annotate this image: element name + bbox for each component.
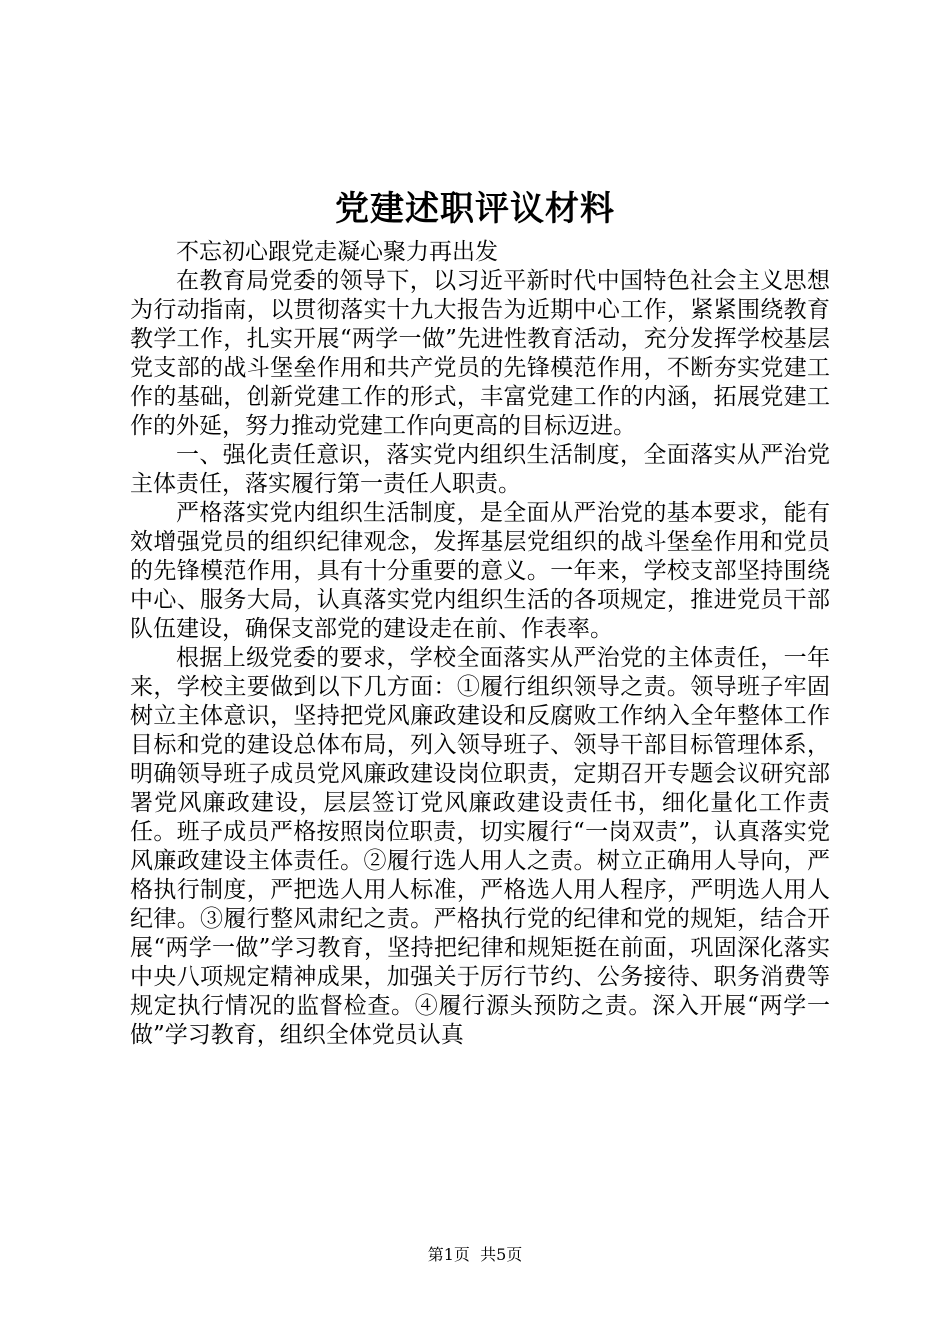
section-heading-paragraph: 一、强化责任意识，落实党内组织生活制度，全面落实从严治党主体责任，落实履行第一责任人职责。 bbox=[130, 442, 830, 497]
page-number: 第1页 bbox=[427, 1245, 470, 1264]
subtitle-paragraph: 不忘初心跟党走凝心聚力再出发 bbox=[176, 239, 498, 265]
page-total: 共5页 bbox=[480, 1245, 523, 1264]
document-body bbox=[130, 238, 830, 1050]
body-paragraph: 根据上级党委的要求，学校全面落实从严治党的主体责任，一年来，学校主要做到以下几方面：①履行组织领导之责。领导班子牢固树立主体意识，坚持把党风廉政建设和反腐败工作纳入全年整体工作目标和党的建设总体布局，列入领导班子、领导干部目标管理体系，明确领导班子成员党风廉政建设岗位职责，定期召开专题会议研究部署党风廉政建设，层层签订党风廉政建设责任书，细化量化工作责任。班子成员严格按照岗位职责，切实履行“一岗双责”，认真落实党风廉政建设主体责任。②履行选人用人之责。树立正确用人导向，严格执行制度，严把选人用人标准，严格选人用人程序，严明选人用人纪律。③履行整风肃纪之责。严格执行党的纪律和党的规矩，结合开展“两学一做”学习教育，坚持把纪律和规矩挺在前面，巩固深化落实中央八项规定精神成果，加强关于厉行节约、公务接待、职务消费等规定执行情况的监督检查。④履行源头预防之责。深入开展“两学一做”学习教育，组织全体党员认真 bbox=[130, 645, 830, 1048]
footer-separator bbox=[470, 1245, 480, 1264]
body-paragraph: 严格落实党内组织生活制度，是全面从严治党的基本要求，能有效增强党员的组织纪律观念，发挥基层党组织的战斗堡垒作用和党员的先锋模范作用，具有十分重要的意义。一年来，学校支部坚持围绕中心、服务大局，认真落实党内组织生活的各项规定，推进党员干部队伍建设，确保支部党的建设走在前、作表率。 bbox=[130, 500, 830, 642]
page-footer bbox=[0, 1243, 950, 1267]
body-paragraph: 在教育局党委的领导下，以习近平新时代中国特色社会主义思想为行动指南，以贯彻落实十九大报告为近期中心工作，紧紧围绕教育教学工作，扎实开展“两学一做”先进性教育活动，充分发挥学校基层党支部的战斗堡垒作用和共产党员的先锋模范作用，不断夯实党建工作的基础，创新党建工作的形式，丰富党建工作的内涵，拓展党建工作的外延，努力推动党建工作向更高的目标迈进。 bbox=[130, 268, 830, 439]
document-title: 党建述职评议材料 bbox=[335, 189, 615, 229]
